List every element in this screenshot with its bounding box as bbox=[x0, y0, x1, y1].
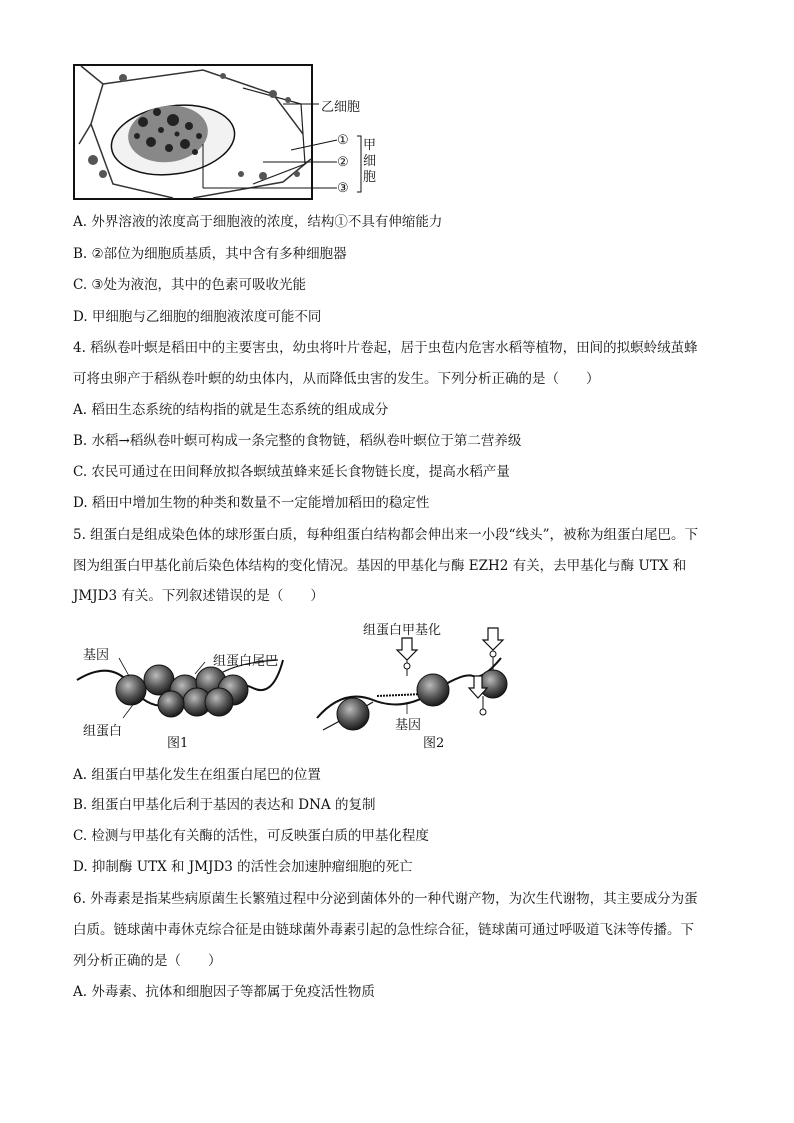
q5-stem-line3: JMJD3 有关。下列叙述错误的是（ ） bbox=[73, 588, 324, 604]
fig1-label-gene: 基因 bbox=[83, 648, 110, 663]
q6-stem-line2: 白质。链球菌中毒休克综合征是由链球菌外毒素引起的急性综合征，链球菌可通过呼吸道飞沫等传播。下 bbox=[73, 922, 694, 938]
cell-figure bbox=[73, 64, 377, 204]
q6-stem-line1: 6. 外毒素是指某些病原菌生长繁殖过程中分泌到菌体外的一种代谢产物，为次生代谢物，其主要成分为蛋 bbox=[73, 891, 698, 907]
histone-figure bbox=[73, 618, 513, 756]
q4-stem-line2: 可将虫卵产于稻纵卷叶螟的幼虫体内，从而降低虫害的发生。下列分析正确的是（ ） bbox=[73, 371, 600, 387]
fig1-caption: 图1 bbox=[167, 736, 189, 751]
q5-option-b: B. 组蛋白甲基化后利于基因的表达和 DNA 的复制 bbox=[73, 797, 376, 813]
q6-stem-line3: 列分析正确的是（ ） bbox=[73, 953, 222, 969]
q5-stem-line1: 5. 组蛋白是组成染色体的球形蛋白质，每种组蛋白结构都会伸出来一小段“线头”，被称为组蛋白尾巴。下 bbox=[73, 527, 698, 543]
q3-option-c: C. ③处为液泡，其中的色素可吸收光能 bbox=[73, 277, 307, 293]
histone-diagram bbox=[73, 618, 513, 756]
label-xi: 细 bbox=[363, 154, 377, 169]
label-2: ② bbox=[337, 155, 349, 170]
q4-option-a: A. 稻田生态系统的结构指的就是生态系统的组成成分 bbox=[73, 402, 389, 418]
fig2-caption: 图2 bbox=[423, 736, 445, 751]
q5-option-c: C. 检测与甲基化有关酶的活性，可反映蛋白质的甲基化程度 bbox=[73, 828, 429, 844]
q3-option-a: A. 外界溶液的浓度高于细胞液的浓度，结构①不具有伸缩能力 bbox=[73, 214, 443, 230]
q5-option-d: D. 抑制酶 UTX 和 JMJD3 的活性会加速肿瘤细胞的死亡 bbox=[73, 859, 413, 875]
fig2-label-gene: 基因 bbox=[395, 718, 422, 733]
q4-option-d: D. 稻田中增加生物的种类和数量不一定能增加稻田的稳定性 bbox=[73, 495, 430, 511]
label-jia: 甲 bbox=[363, 138, 377, 153]
leader-lines bbox=[73, 64, 373, 204]
label-bao: 胞 bbox=[363, 170, 377, 185]
q5-option-a: A. 组蛋白甲基化发生在组蛋白尾巴的位置 bbox=[73, 767, 321, 783]
q4-option-b: B. 水稻→稻纵卷叶螟可构成一条完整的食物链，稻纵卷叶螟位于第二营养级 bbox=[73, 433, 522, 449]
q5-stem-line2: 图为组蛋白甲基化前后染色体结构的变化情况。基因的甲基化与酶 EZH2 有关，去甲基化与酶 UTX 和 bbox=[73, 558, 687, 574]
q6-option-a: A. 外毒素、抗体和细胞因子等都属于免疫活性物质 bbox=[73, 984, 375, 1000]
fig1-label-histone-tail: 组蛋白尾巴 bbox=[213, 654, 279, 669]
label-1: ① bbox=[337, 133, 349, 148]
fig2-label-methylation: 组蛋白甲基化 bbox=[363, 623, 442, 638]
q4-stem-line1: 4. 稻纵卷叶螟是稻田中的主要害虫，幼虫将叶片卷起，居于虫苞内危害水稻等植物，田间的拟螟蛉绒茧蜂 bbox=[73, 340, 698, 356]
q3-option-b: B. ②部位为细胞质基质，其中含有多种细胞器 bbox=[73, 246, 347, 262]
label-3: ③ bbox=[337, 181, 349, 196]
q4-option-c: C. 农民可通过在田间释放拟各螟绒茧蜂来延长食物链长度，提高水稻产量 bbox=[73, 464, 510, 480]
fig1-label-histone: 组蛋白 bbox=[83, 724, 123, 739]
label-yi-cell: 乙细胞 bbox=[321, 100, 361, 115]
q3-option-d: D. 甲细胞与乙细胞的细胞液浓度可能不同 bbox=[73, 309, 322, 325]
